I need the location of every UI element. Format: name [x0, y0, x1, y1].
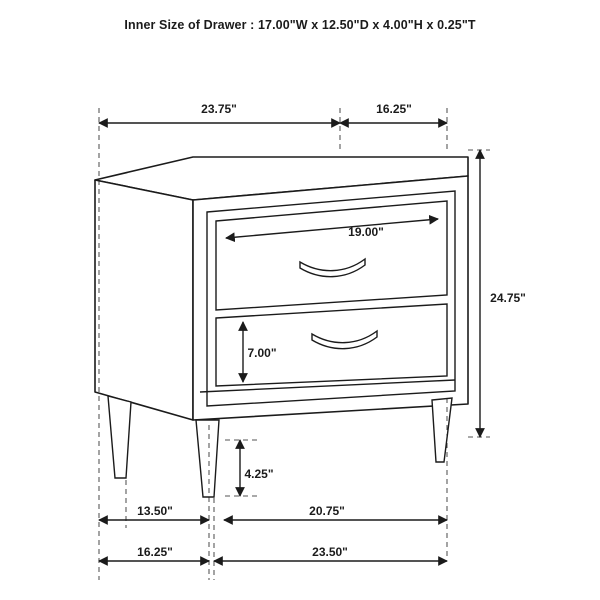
dim-leg-height: 4.25" — [244, 467, 274, 481]
dim-top-width-side: 16.25" — [376, 102, 412, 116]
dim-base-depth-side: 13.50" — [137, 504, 173, 518]
dim-drawer-inner-width: 19.00" — [348, 225, 384, 239]
dim-drawer-height: 7.00" — [247, 346, 277, 360]
dim-top-width-front: 23.75" — [201, 102, 237, 116]
dim-bottom-width-front: 23.50" — [312, 545, 348, 559]
page-title: Inner Size of Drawer : 17.00"W x 12.50"D x 4.00"H x 0.25"T — [124, 18, 476, 32]
dim-height-overall: 24.75" — [490, 291, 526, 305]
dim-base-width-front: 20.75" — [309, 504, 345, 518]
dim-bottom-depth-side: 16.25" — [137, 545, 173, 559]
cabinet-body — [95, 157, 468, 420]
